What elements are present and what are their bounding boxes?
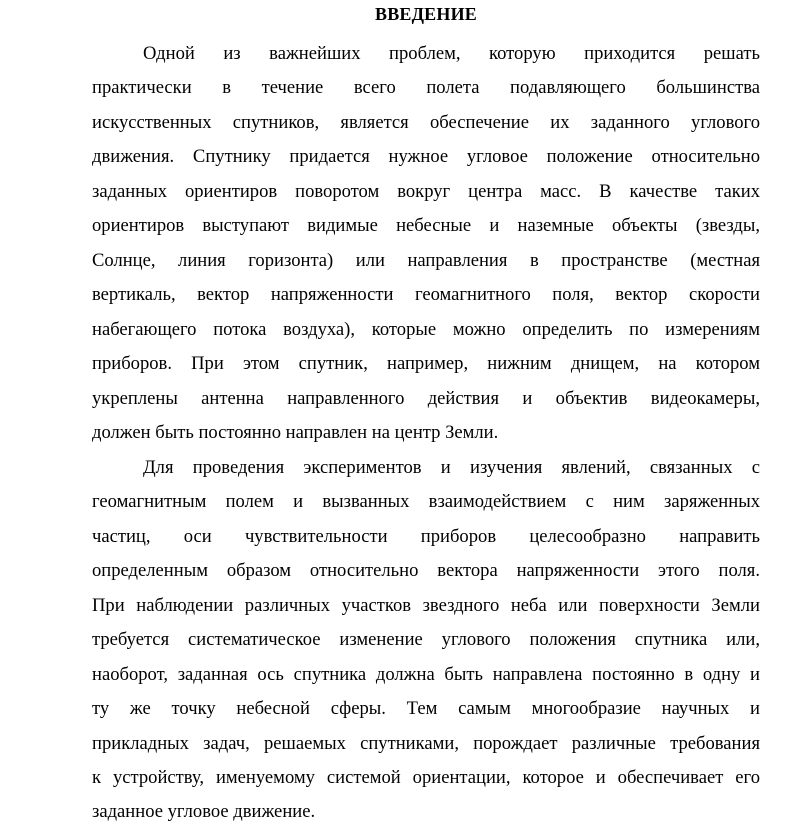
text-line: определенным образом относительно вектора напряженности этого поля. <box>92 560 760 581</box>
text-line: укреплены антенна направленного действия и объектив видеокамеры, <box>92 388 760 409</box>
text-line: ту же точку небесной сферы. Тем самым многообразие научных и <box>92 698 760 719</box>
text-line: должен быть постоянно направлен на центр Земли. <box>92 422 499 443</box>
text-line: частиц, оси чувствительности приборов целесообразно направить <box>92 526 760 547</box>
text-line: заданных ориентиров поворотом вокруг центра масс. В качестве таких <box>92 181 760 202</box>
text-line: набегающего потока воздуха), которые можно определить по измерениям <box>92 319 760 340</box>
text-line: приборов. При этом спутник, например, нижним днищем, на котором <box>92 353 760 374</box>
text-line: движения. Спутнику придается нужное угловое положение относительно <box>92 146 760 167</box>
text-line: Солнце, линия горизонта) или направления в пространстве (местная <box>92 250 760 271</box>
text-line: к устройству, именуемому системой ориентации, которое и обеспечивает его <box>92 767 760 788</box>
text-line: практически в течение всего полета подавляющего большинства <box>92 77 760 98</box>
text-line: искусственных спутников, является обеспечение их заданного углового <box>92 112 760 133</box>
text-line: геомагнитным полем и вызванных взаимодействием с ним заряженных <box>92 491 760 512</box>
text-line: Одной из важнейших проблем, которую приходится решать <box>143 43 760 64</box>
page-title: ВВЕДЕНИЕ <box>374 4 477 24</box>
text-line: требуется систематическое изменение углового положения спутника или, <box>92 629 760 650</box>
text-line: ориентиров выступают видимые небесные и наземные объекты (звезды, <box>92 215 760 236</box>
text-line: вертикаль, вектор напряженности геомагнитного поля, вектор скорости <box>92 284 760 305</box>
text-line: прикладных задач, решаемых спутниками, порождает различные требования <box>92 733 760 754</box>
text-line: наоборот, заданная ось спутника должна быть направлена постоянно в одну и <box>92 664 760 685</box>
text-line: При наблюдении различных участков звездного неба или поверхности Земли <box>92 595 760 616</box>
text-line: заданное угловое движение. <box>92 801 316 822</box>
text-line: Для проведения экспериментов и изучения явлений, связанных с <box>143 457 760 478</box>
